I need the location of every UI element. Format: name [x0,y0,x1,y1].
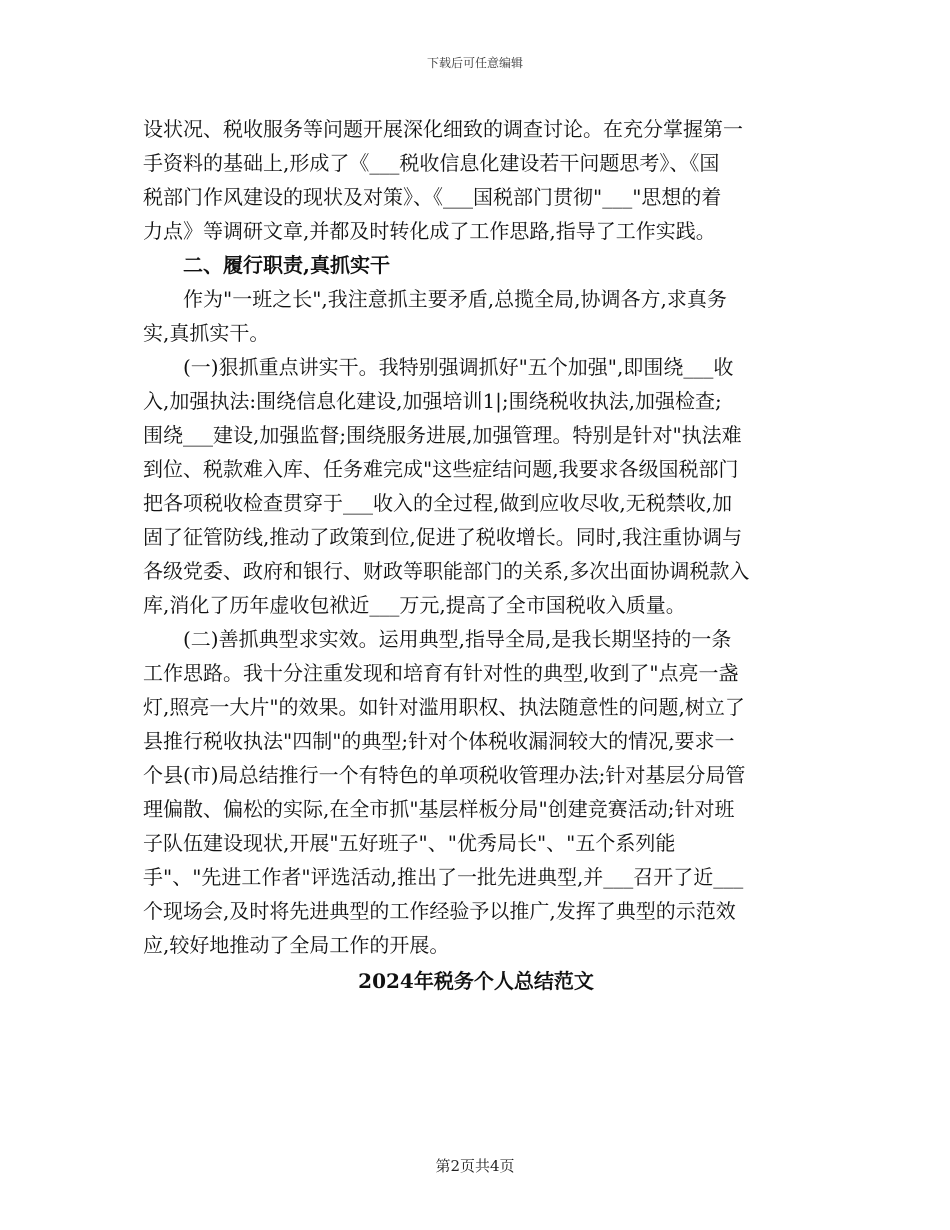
text-line: 围绕___建设,加强监督;围绕服务进展,加强管理。特别是针对"执法难 [143,423,742,447]
text-line: 库,消化了历年虚收包袱近___万元,提高了全市国税收入质量。 [143,593,686,617]
text-line: 个现场会,及时将先进典型的工作经验予以推广,发挥了典型的示范效 [143,899,736,923]
text-line: (二)善抓典型求实效。运用典型,指导全局,是我长期坚持的一条 [183,627,732,651]
text-line: 税部门作风建设的现状及对策》、《___国税部门贯彻"___"思想的着 [143,185,722,209]
text-line: 工作思路。我十分注重发现和培育有针对性的典型,收到了"点亮一盏 [143,661,739,685]
page-number: 第2页共4页 [435,1157,515,1175]
text-line: 设状况、税收服务等问题开展深化细致的调查讨论。在充分掌握第一 [143,117,743,141]
text-line: 作为"一班之长",我注意抓主要矛盾,总揽全局,协调各方,求真务 [183,287,727,311]
text-line: 到位、税款难入库、任务难完成"这些症结问题,我要求各级国税部门 [143,457,739,481]
text-line: 理偏散、偏松的实际,在全市抓"基层样板分局"创建竞赛活动;针对班 [143,797,735,821]
text-line: 把各项税收检查贯穿于___收入的全过程,做到应收尽收,无税禁收,加 [143,491,733,515]
text-line: (一)狠抓重点讲实干。我特别强调抓好"五个加强",即围绕___收 [183,355,734,379]
text-line: 入,加强执法:围绕信息化建设,加强培训1|;围绕税收执法,加强检查; [143,389,722,413]
page-header: 下载后可任意编辑 [426,56,523,70]
text-line: 灯,照亮一大片"的效果。如针对滥用职权、执法随意性的问题,树立了 [143,695,745,719]
text-line: 子队伍建设现状,开展"五好班子"、"优秀局长"、"五个系列能 [143,831,676,855]
document-title: 2024年税务个人总结范文 [358,969,594,993]
text-line: 各级党委、政府和银行、财政等职能部门的关系,多次出面协调税款入 [143,559,750,583]
text-line: 实,真抓实干。 [143,321,270,345]
text-line: 力点》等调研文章,并都及时转化成了工作思路,指导了工作实践。 [143,219,716,243]
text-line: 固了征管防线,推动了政策到位,促进了税收增长。同时,我注重协调与 [143,525,743,549]
section-heading: 二、履行职责,真抓实干 [183,253,390,277]
text-line: 个县(市)局总结推行一个有特色的单项税收管理办法;针对基层分局管 [143,763,746,787]
text-line: 应,较好地推动了全局工作的开展。 [143,933,450,957]
text-line: 手资料的基础上,形成了《___税收信息化建设若干问题思考》、《国 [143,151,720,175]
document-body [143,112,809,998]
text-line: 县推行税收执法"四制"的典型;针对个体税收漏洞较大的情况,要求一 [143,729,735,753]
text-line: 手"、"先进工作者"评选活动,推出了一批先进典型,并___召开了近___ [143,865,744,889]
